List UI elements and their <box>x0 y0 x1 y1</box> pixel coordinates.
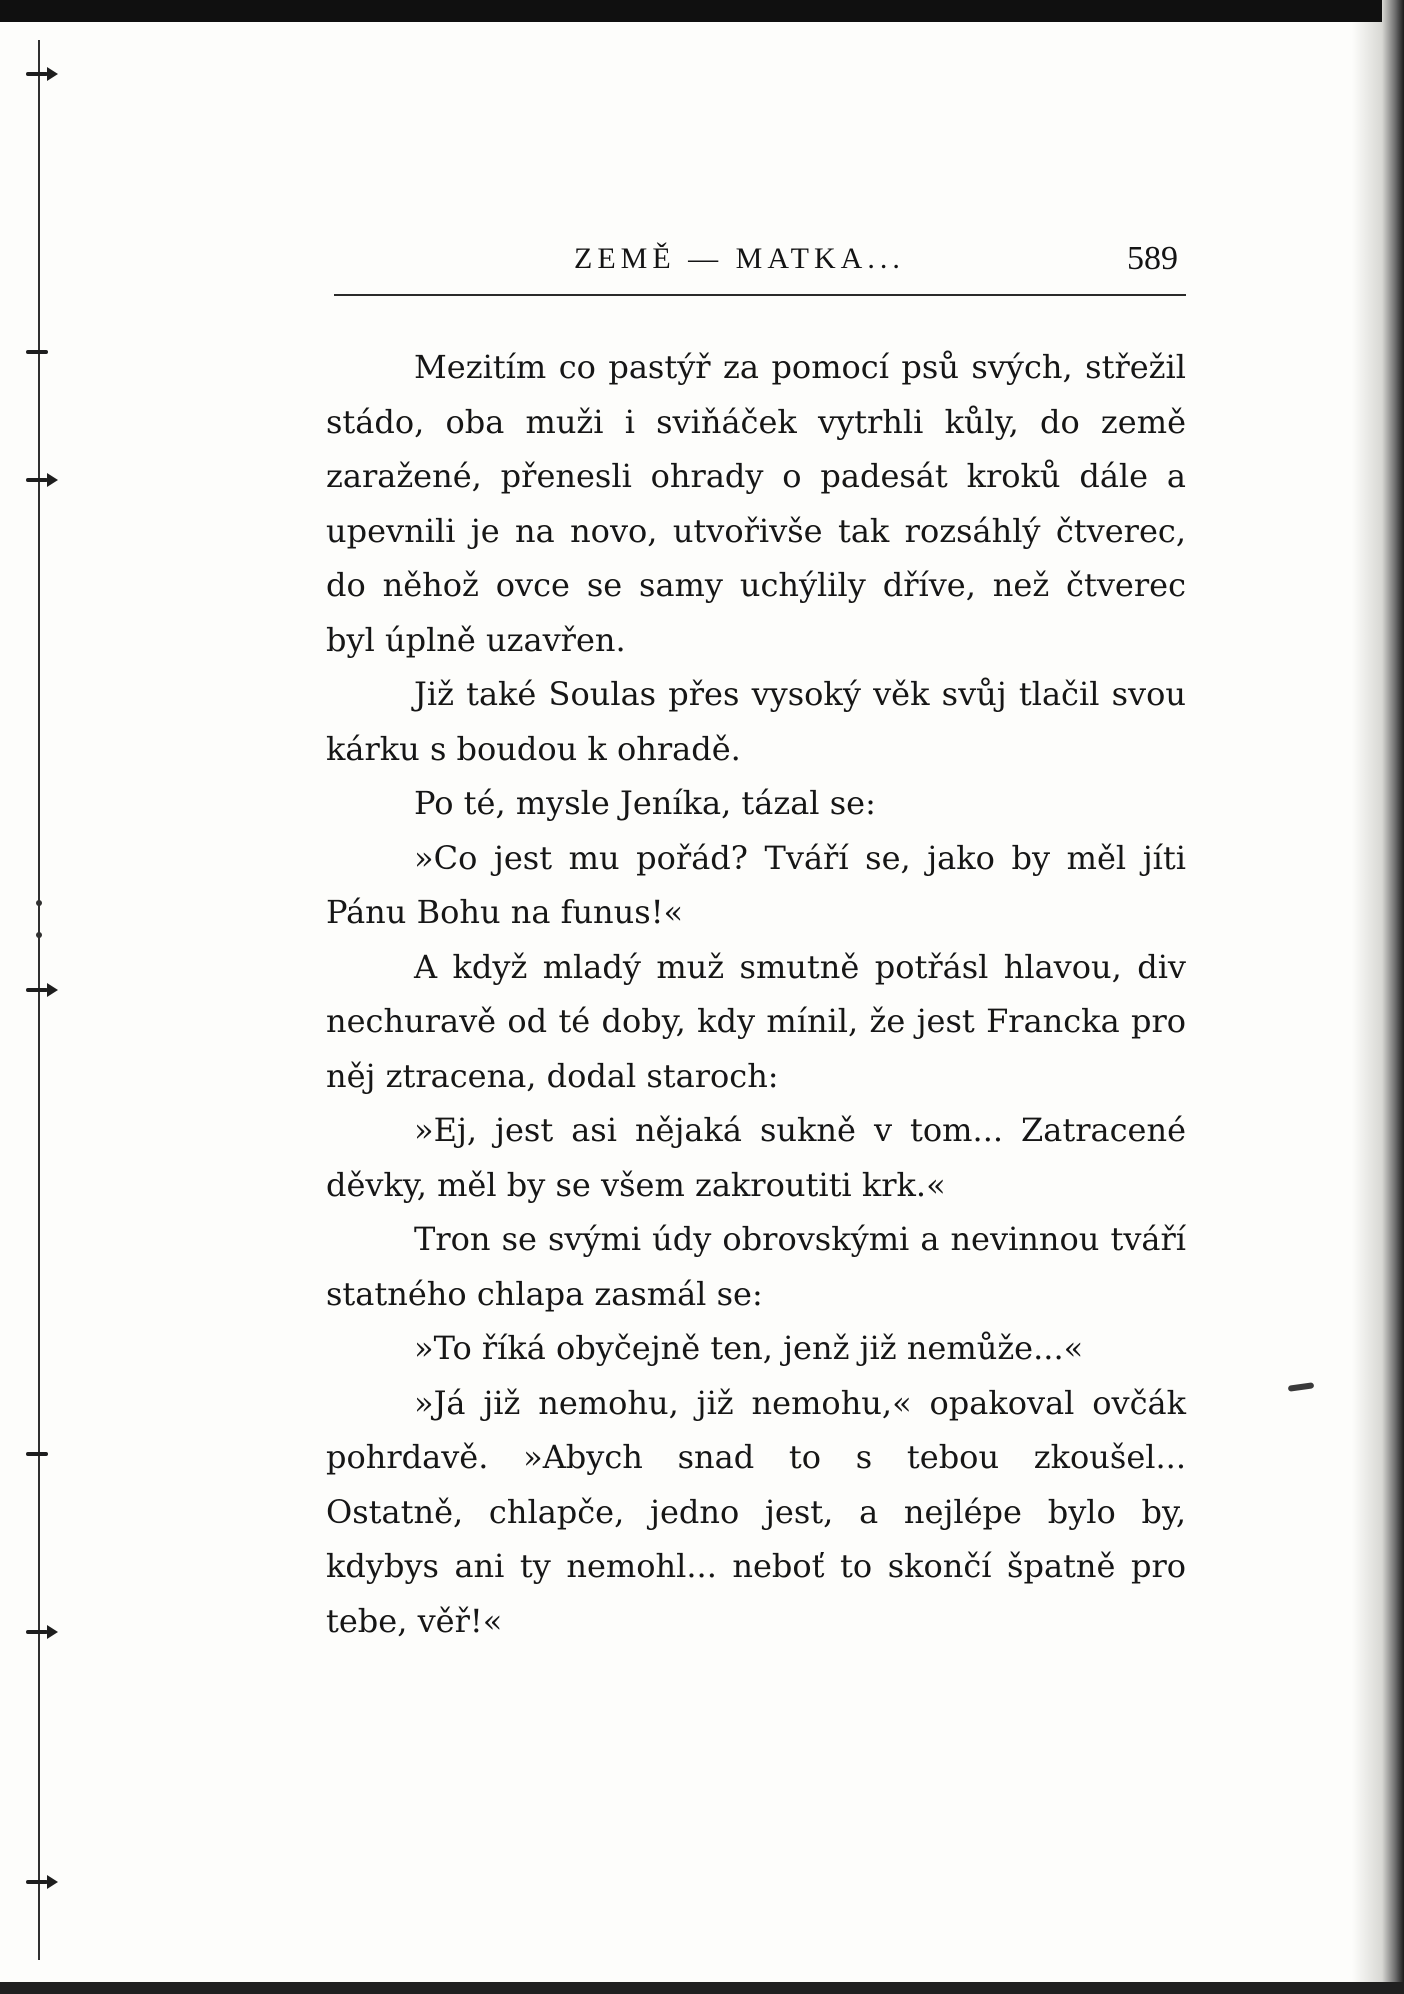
paragraph: Mezitím co pastýř za pomocí psů svých, střežil stádo, oba muži i sviňáček vytrhli kůly, do země zaražené, přenesli ohrady o padesát kroků dále a upevnili je na novo, utvořivše tak rozsáhlý čtverec, do něhož ovce se samy uchýlily dříve, než čtverec byl úplně uzavřen. <box>326 348 1186 659</box>
paragraph: »Já již nemohu, již nemohu,« opakoval ovčák pohrdavě. »Abych snad to s tebou zkoušel... Ostatně, chlapče, jedno jest, a nejlépe bylo by, kdybys ani ty nemohl... neboť to skončí špatně pro tebe, věř!« <box>326 1383 1186 1640</box>
paragraph: Již také Soulas přes vysoký věk svůj tlačil svou kárku s boudou k ohradě. <box>326 675 1186 768</box>
margin-tab-marker <box>26 478 48 482</box>
margin-tab-marker <box>26 1880 48 1884</box>
running-title: ZEMĚ — MATKA... <box>574 242 905 275</box>
margin-speck <box>36 932 42 938</box>
paragraph: »Co jest mu pořád? Tváří se, jako by měl jíti Pánu Bohu na funus!« <box>326 838 1186 931</box>
scan-bottom-border <box>0 1982 1404 1994</box>
paragraph: »To říká obyčejně ten, jenž již nemůže...« <box>414 1329 1084 1367</box>
paragraph: Po té, mysle Jeníka, tázal se: <box>414 784 876 822</box>
page-header <box>326 236 1186 298</box>
margin-tab-marker <box>26 72 48 76</box>
margin-tab-marker <box>26 1452 48 1456</box>
page-gutter-shadow <box>1352 22 1382 1994</box>
scan-right-border <box>1382 0 1404 1994</box>
scan-top-border <box>0 0 1404 22</box>
margin-tab-marker <box>26 350 48 354</box>
paragraph: A když mladý muž smutně potřásl hlavou, div nechuravě od té doby, kdy mínil, že jest Francka pro něj ztracena, dodal staroch: <box>326 947 1186 1095</box>
paragraph: Tron se svými údy obrovskými a nevinnou tváří statného chlapa zasmál se: <box>326 1220 1186 1313</box>
binding-edge-line <box>38 40 40 1960</box>
body-text <box>326 340 1186 1648</box>
margin-speck <box>36 900 42 906</box>
page-number: 589 <box>1127 240 1178 277</box>
paragraph: »Ej, jest asi nějaká sukně v tom... Zatracené děvky, měl by se všem zakroutiti krk.« <box>326 1111 1186 1204</box>
margin-tab-marker <box>26 1630 48 1634</box>
margin-tab-marker <box>26 988 48 992</box>
header-rule <box>334 294 1186 296</box>
